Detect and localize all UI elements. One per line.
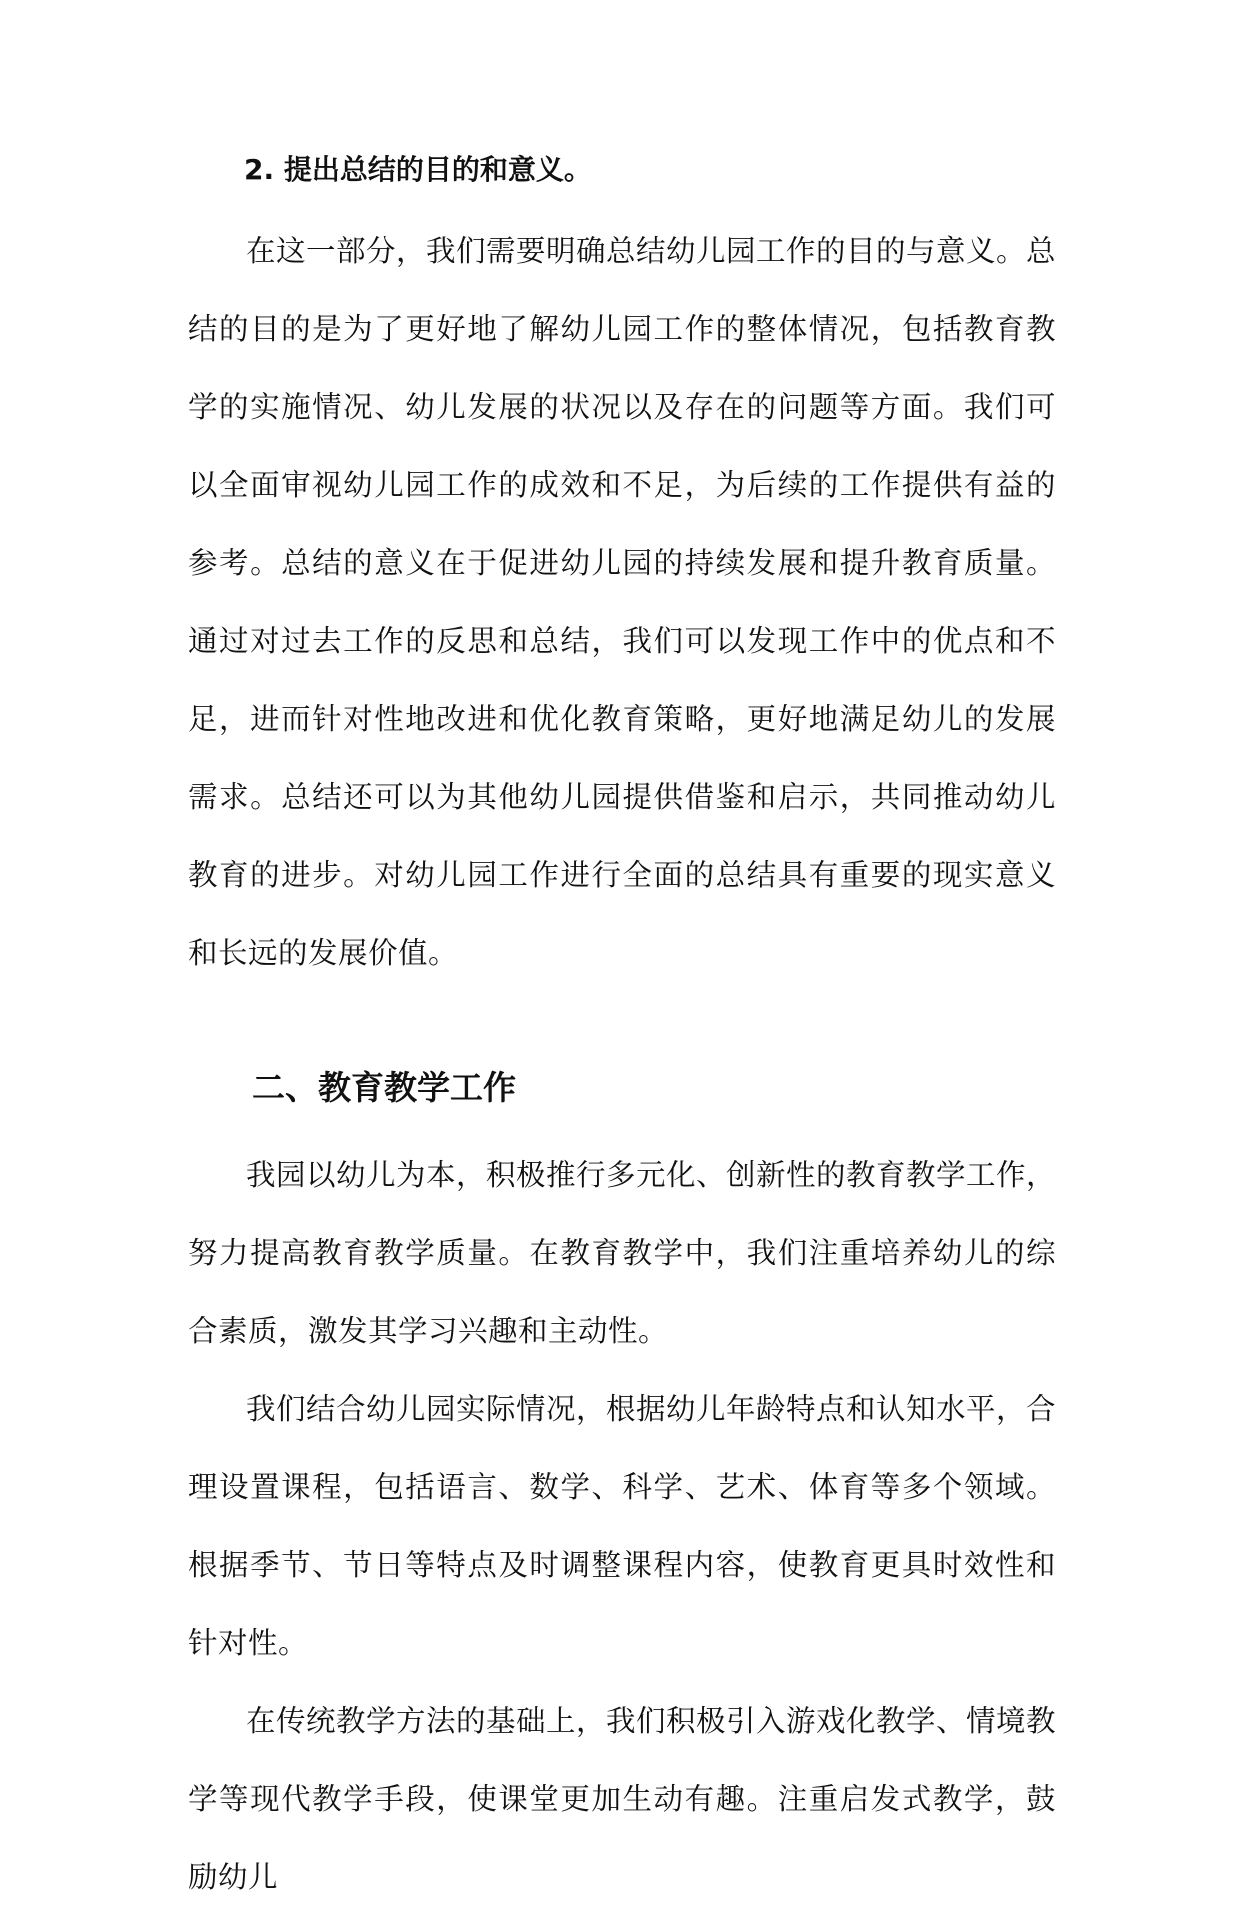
paragraph-purpose-meaning: 在这一部分，我们需要明确总结幼儿园工作的目的与意义。总结的目的是为了更好地了解幼儿园工作的整体情况，包括教育教学的实施情况、幼儿发展的状况以及存在的问题等方面。我们可以全面审视幼儿园工作的成效和不足，为后续的工作提供有益的参考。总结的意义在于促进幼儿园的持续发展和提升教育质量。通过对过去工作的反思和总结，我们可以发现工作中的优点和不足，进而针对性地改进和优化教育策略，更好地满足幼儿的发展需求。总结还可以为其他幼儿园提供借鉴和启示，共同推动幼儿教育的进步。对幼儿园工作进行全面的总结具有重要的现实意义和长远的发展价值。	[188, 234, 1057, 970]
paragraph-curriculum: 我们结合幼儿园实际情况，根据幼儿年龄特点和认知水平，合理设置课程，包括语言、数学、科学、艺术、体育等多个领域。根据季节、节日等特点及时调整课程内容，使教育更具时效性和针对性。	[188, 1392, 1057, 1660]
section-heading-teaching: 二、教育教学工作	[252, 1068, 516, 1107]
subheading-purpose: 2. 提出总结的目的和意义。	[244, 153, 592, 186]
paragraph-teaching-methods: 在传统教学方法的基础上，我们积极引入游戏化教学、情境教学等现代教学手段，使课堂更加生动有趣。注重启发式教学，鼓励幼儿	[188, 1704, 1057, 1894]
document-body	[188, 140, 1056, 1916]
paragraph-child-centered: 我园以幼儿为本，积极推行多元化、创新性的教育教学工作，努力提高教育教学质量。在教育教学中，我们注重培养幼儿的综合素质，激发其学习兴趣和主动性。	[188, 1158, 1057, 1348]
